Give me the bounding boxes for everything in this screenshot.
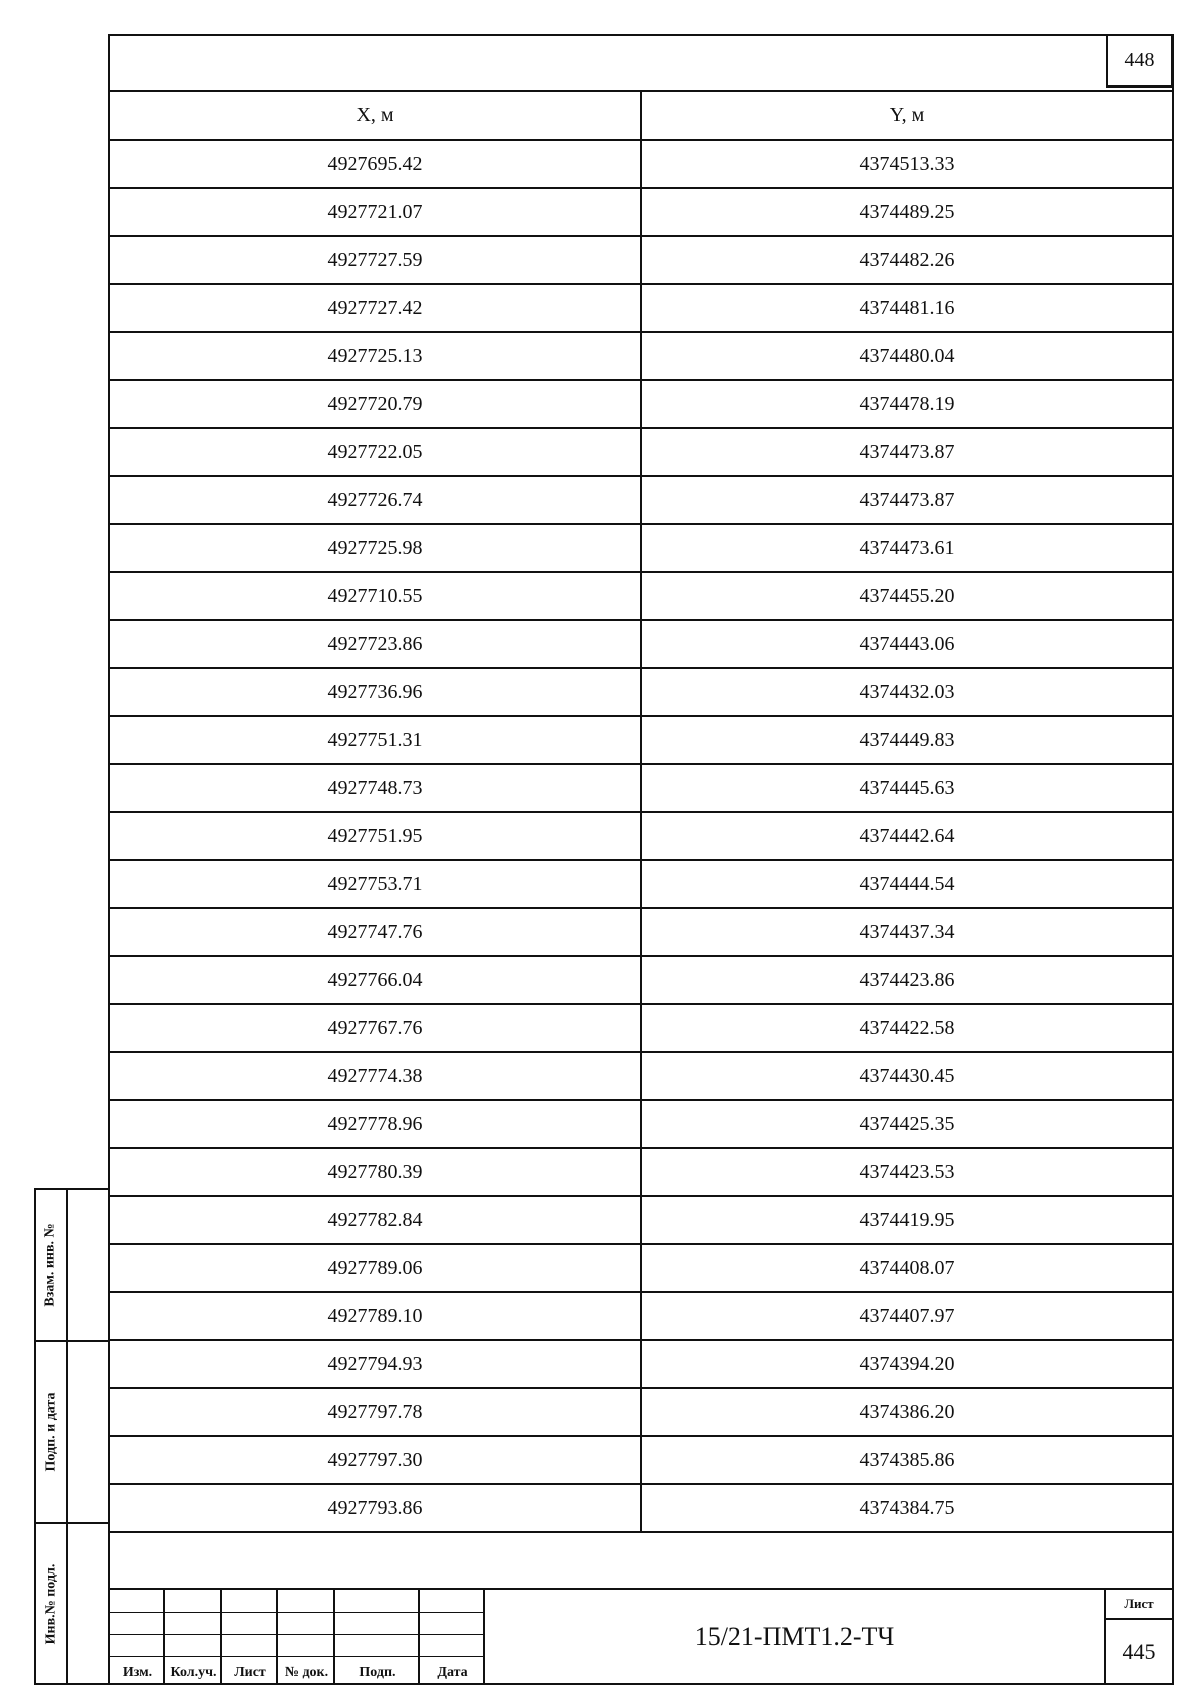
cell-y: 4374481.16 bbox=[641, 284, 1172, 332]
column-header-y: Y, м bbox=[641, 91, 1172, 140]
table-row bbox=[110, 236, 1172, 284]
table-row bbox=[110, 1244, 1172, 1292]
cell-y: 4374443.06 bbox=[641, 620, 1172, 668]
cell-y: 4374449.83 bbox=[641, 716, 1172, 764]
title-block bbox=[110, 1588, 1172, 1683]
cell-x: 4927727.59 bbox=[110, 236, 641, 284]
table-body bbox=[110, 140, 1172, 1532]
table-row bbox=[110, 476, 1172, 524]
table-row bbox=[110, 1100, 1172, 1148]
col-header-podp: Подп. bbox=[359, 1665, 396, 1680]
cell-y: 4374386.20 bbox=[641, 1388, 1172, 1436]
side-cell-signature-date bbox=[34, 1340, 110, 1524]
cell-x: 4927767.76 bbox=[110, 1004, 641, 1052]
cell-x: 4927751.95 bbox=[110, 812, 641, 860]
cell-y: 4374407.97 bbox=[641, 1292, 1172, 1340]
cell-y: 4374423.86 bbox=[641, 956, 1172, 1004]
sheet-label: Лист bbox=[1106, 1590, 1172, 1620]
table-row bbox=[110, 956, 1172, 1004]
table-row bbox=[110, 1484, 1172, 1532]
table-row bbox=[110, 572, 1172, 620]
cell-x: 4927725.98 bbox=[110, 524, 641, 572]
col-header-data: Дата bbox=[437, 1665, 468, 1680]
cell-y: 4374430.45 bbox=[641, 1052, 1172, 1100]
side-label-replacement-inv: Взам. инв. № bbox=[43, 1223, 59, 1307]
cell-x: 4927710.55 bbox=[110, 572, 641, 620]
col-header-list: Лист bbox=[234, 1665, 266, 1680]
cell-x: 4927794.93 bbox=[110, 1340, 641, 1388]
cell-x: 4927778.96 bbox=[110, 1100, 641, 1148]
cell-x: 4927774.38 bbox=[110, 1052, 641, 1100]
sheet-box bbox=[1104, 1590, 1172, 1683]
drawing-frame bbox=[108, 34, 1174, 1685]
cell-y: 4374489.25 bbox=[641, 188, 1172, 236]
table-row bbox=[110, 1436, 1172, 1484]
cell-y: 4374432.03 bbox=[641, 668, 1172, 716]
cell-y: 4374473.87 bbox=[641, 428, 1172, 476]
cell-y: 4374455.20 bbox=[641, 572, 1172, 620]
cell-y: 4374444.54 bbox=[641, 860, 1172, 908]
table-row bbox=[110, 764, 1172, 812]
cell-x: 4927797.78 bbox=[110, 1388, 641, 1436]
table-row bbox=[110, 1196, 1172, 1244]
cell-x: 4927782.84 bbox=[110, 1196, 641, 1244]
cell-y: 4374513.33 bbox=[641, 140, 1172, 188]
coordinates-table bbox=[110, 90, 1172, 1533]
cell-x: 4927726.74 bbox=[110, 476, 641, 524]
table-row bbox=[110, 860, 1172, 908]
table-row bbox=[110, 620, 1172, 668]
cell-y: 4374473.61 bbox=[641, 524, 1172, 572]
table-row bbox=[110, 812, 1172, 860]
col-header-kol-uch: Кол.уч. bbox=[170, 1665, 217, 1680]
col-header-doc-no: № док. bbox=[284, 1665, 329, 1680]
side-cell-replacement-inv bbox=[34, 1188, 110, 1342]
cell-y: 4374423.53 bbox=[641, 1148, 1172, 1196]
cell-x: 4927797.30 bbox=[110, 1436, 641, 1484]
cell-x: 4927753.71 bbox=[110, 860, 641, 908]
cell-x: 4927723.86 bbox=[110, 620, 641, 668]
document-code: 15/21-ПМТ1.2-ТЧ bbox=[694, 1621, 895, 1651]
table-header-row bbox=[110, 91, 1172, 140]
cell-y: 4374478.19 bbox=[641, 380, 1172, 428]
col-header-izm: Изм. bbox=[122, 1665, 153, 1680]
cell-x: 4927722.05 bbox=[110, 428, 641, 476]
column-header-x: X, м bbox=[110, 91, 641, 140]
cell-x: 4927789.10 bbox=[110, 1292, 641, 1340]
cell-y: 4374437.34 bbox=[641, 908, 1172, 956]
cell-x: 4927736.96 bbox=[110, 668, 641, 716]
cell-y: 4374394.20 bbox=[641, 1340, 1172, 1388]
revision-grid bbox=[110, 1590, 485, 1683]
table-row bbox=[110, 380, 1172, 428]
side-stamp bbox=[34, 1188, 110, 1685]
cell-y: 4374425.35 bbox=[641, 1100, 1172, 1148]
cell-y: 4374442.64 bbox=[641, 812, 1172, 860]
cell-y: 4374482.26 bbox=[641, 236, 1172, 284]
cell-x: 4927720.79 bbox=[110, 380, 641, 428]
cell-x: 4927751.31 bbox=[110, 716, 641, 764]
table-row bbox=[110, 524, 1172, 572]
sheet-number: 445 bbox=[1122, 1638, 1156, 1664]
cell-x: 4927695.42 bbox=[110, 140, 641, 188]
cell-x: 4927780.39 bbox=[110, 1148, 641, 1196]
table-row bbox=[110, 908, 1172, 956]
cell-x: 4927789.06 bbox=[110, 1244, 641, 1292]
table-row bbox=[110, 332, 1172, 380]
table-row bbox=[110, 428, 1172, 476]
table-row bbox=[110, 1340, 1172, 1388]
cell-y: 4374445.63 bbox=[641, 764, 1172, 812]
table-row bbox=[110, 188, 1172, 236]
side-cell-original-inv bbox=[34, 1522, 110, 1685]
table-row bbox=[110, 716, 1172, 764]
cell-y: 4374419.95 bbox=[641, 1196, 1172, 1244]
cell-y: 4374384.75 bbox=[641, 1484, 1172, 1532]
side-label-original-inv: Инв.№ подл. bbox=[43, 1563, 58, 1644]
table-row bbox=[110, 284, 1172, 332]
cell-x: 4927725.13 bbox=[110, 332, 641, 380]
cell-y: 4374473.87 bbox=[641, 476, 1172, 524]
cell-y: 4374480.04 bbox=[641, 332, 1172, 380]
table-row bbox=[110, 1148, 1172, 1196]
cell-x: 4927748.73 bbox=[110, 764, 641, 812]
page-number-top: 448 bbox=[1106, 34, 1174, 88]
cell-y: 4374422.58 bbox=[641, 1004, 1172, 1052]
cell-x: 4927747.76 bbox=[110, 908, 641, 956]
cell-x: 4927766.04 bbox=[110, 956, 641, 1004]
cell-x: 4927727.42 bbox=[110, 284, 641, 332]
table-row bbox=[110, 1388, 1172, 1436]
cell-y: 4374408.07 bbox=[641, 1244, 1172, 1292]
cell-x: 4927721.07 bbox=[110, 188, 641, 236]
cell-x: 4927793.86 bbox=[110, 1484, 641, 1532]
cell-y: 4374385.86 bbox=[641, 1436, 1172, 1484]
table-row bbox=[110, 140, 1172, 188]
table-row bbox=[110, 668, 1172, 716]
table-row bbox=[110, 1004, 1172, 1052]
table-row bbox=[110, 1052, 1172, 1100]
table-row bbox=[110, 1292, 1172, 1340]
side-label-signature-date: Подп. и дата bbox=[43, 1392, 58, 1472]
